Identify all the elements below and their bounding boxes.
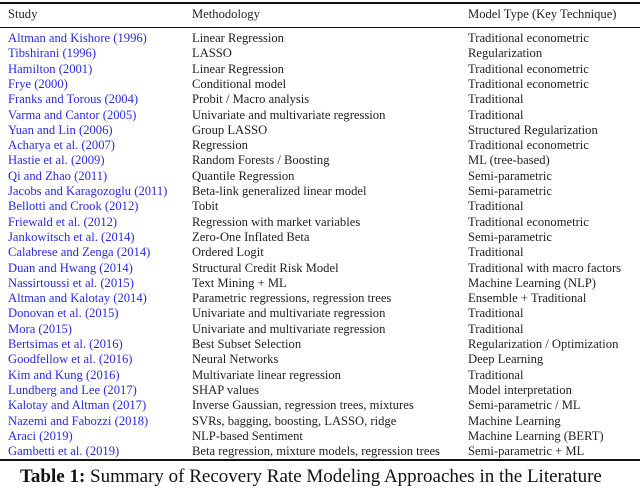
model-type-cell: Semi-parametric / ML (468, 398, 581, 413)
methodology-cell: Group LASSO (192, 122, 268, 137)
table-row (0, 352, 640, 367)
study-link[interactable]: Donovan et al. (2015) (8, 306, 119, 321)
model-type-cell: Traditional (468, 245, 524, 260)
table-row (0, 337, 640, 352)
table-row (0, 199, 640, 214)
study-link[interactable]: Frye (2000) (8, 76, 68, 91)
table-row (0, 322, 640, 337)
study-link[interactable]: Tibshirani (1996) (8, 46, 97, 61)
table-row (0, 62, 640, 77)
study-link[interactable]: Bertsimas et al. (2016) (8, 337, 123, 351)
study-link[interactable]: Qi and Zhao (2011) (8, 168, 108, 183)
methodology-cell: Linear Regression (192, 31, 284, 45)
model-type-cell: Structured Regularization (468, 122, 598, 137)
methodology-cell: Beta regression, mixture models, regression trees (192, 444, 440, 459)
methodology-cell: SVRs, bagging, boosting, LASSO, ridge (192, 413, 397, 428)
header-methodology: Methodology (192, 7, 260, 21)
study-link[interactable]: Bellotti and Crook (2012) (8, 199, 139, 214)
study-link[interactable]: Kalotay and Altman (2017) (8, 398, 147, 413)
table-row (0, 276, 640, 291)
methodology-cell: Regression with market variables (192, 214, 361, 229)
methodology-cell: Univariate and multivariate regression (192, 107, 386, 122)
model-type-cell: Traditional (468, 92, 524, 107)
methodology-cell: Regression (192, 138, 248, 153)
table-row (0, 184, 640, 199)
model-type-cell: Traditional econometric (468, 31, 589, 45)
model-type-cell: Semi-parametric + ML (468, 444, 585, 459)
table-row (0, 398, 640, 413)
methodology-cell: Quantile Regression (192, 168, 295, 183)
model-type-cell: Deep Learning (468, 352, 544, 367)
table-row (0, 368, 640, 383)
methodology-cell: Tobit (192, 199, 219, 214)
methodology-cell: Inverse Gaussian, regression trees, mixtures (192, 398, 414, 413)
study-link[interactable]: Altman and Kalotay (2014) (8, 291, 147, 306)
methodology-cell: Best Subset Selection (192, 337, 302, 351)
model-type-cell: Semi-parametric (468, 184, 552, 198)
study-link[interactable]: Yuan and Lin (2006) (8, 122, 113, 137)
table-row (0, 153, 640, 168)
methodology-cell: Conditional model (192, 76, 287, 91)
methodology-cell: NLP-based Sentiment (192, 428, 303, 443)
model-type-cell: Machine Learning (NLP) (468, 275, 596, 290)
model-type-cell: Semi-parametric (468, 168, 552, 183)
model-type-cell: Regularization (468, 46, 543, 61)
table-row (0, 383, 640, 398)
table-row (0, 306, 640, 321)
methodology-cell: LASSO (192, 46, 232, 61)
methodology-cell: Probit / Macro analysis (192, 92, 310, 107)
study-link[interactable]: Acharya et al. (2007) (8, 138, 115, 153)
header-rule (0, 27, 640, 28)
methodology-cell: Structural Credit Risk Model (192, 260, 339, 275)
model-type-cell: Traditional econometric (468, 138, 589, 153)
study-link[interactable]: Lundberg and Lee (2017) (8, 382, 137, 397)
table-row (0, 230, 640, 245)
model-type-cell: Traditional (468, 107, 524, 122)
bottom-rule (0, 459, 640, 461)
caption-text: Summary of Recovery Rate Modeling Approaches in the Literature (90, 466, 602, 487)
model-type-cell: Machine Learning (BERT) (468, 428, 604, 443)
caption-label: Table 1: (20, 466, 86, 487)
model-type-cell: ML (tree-based) (468, 153, 550, 168)
study-link[interactable]: Franks and Torous (2004) (8, 92, 139, 107)
study-link[interactable]: Gambetti et al. (2019) (8, 444, 120, 459)
model-type-cell: Semi-parametric (468, 229, 552, 244)
table-row (0, 92, 640, 107)
table-row (0, 77, 640, 92)
table-row (0, 444, 640, 459)
header-study: Study (8, 7, 38, 21)
model-type-cell: Traditional (468, 367, 524, 382)
table-row (0, 169, 640, 184)
table-row (0, 138, 640, 153)
model-type-cell: Ensemble + Traditional (468, 291, 587, 306)
methodology-cell: Parametric regressions, regression trees (192, 291, 392, 306)
table-row (0, 215, 640, 230)
study-link[interactable]: Altman and Kishore (1996) (8, 31, 147, 45)
methodology-cell: SHAP values (192, 382, 260, 397)
methodology-cell: Univariate and multivariate regression (192, 321, 386, 336)
table-caption (20, 466, 602, 488)
methodology-cell: Zero-One Inflated Beta (192, 229, 310, 244)
model-type-cell: Regularization / Optimization (468, 337, 619, 351)
model-type-cell: Traditional (468, 321, 524, 336)
model-type-cell: Machine Learning (468, 413, 561, 428)
study-link[interactable]: Nassirtoussi et al. (2015) (8, 275, 134, 290)
model-type-cell: Traditional econometric (468, 76, 589, 91)
table-row (0, 414, 640, 429)
model-type-cell: Traditional (468, 199, 524, 214)
methodology-cell: Linear Regression (192, 61, 284, 76)
methodology-cell: Beta-link generalized linear model (192, 184, 367, 198)
table-row (0, 31, 640, 46)
methodology-cell: Random Forests / Boosting (192, 153, 330, 168)
study-link[interactable]: Kim and Kung (2016) (8, 367, 120, 382)
table-row (0, 429, 640, 444)
table-row (0, 46, 640, 61)
study-link[interactable]: Varma and Cantor (2005) (8, 107, 137, 122)
methodology-cell: Text Mining + ML (192, 275, 287, 290)
study-link[interactable]: Goodfellow et al. (2016) (8, 352, 133, 367)
methodology-cell: Neural Networks (192, 352, 279, 367)
model-type-cell: Traditional econometric (468, 61, 589, 76)
methodology-cell: Univariate and multivariate regression (192, 306, 386, 321)
study-link[interactable]: Calabrese and Zenga (2014) (8, 245, 151, 260)
table-row (0, 123, 640, 138)
model-type-cell: Traditional econometric (468, 214, 589, 229)
study-link[interactable]: Hamilton (2001) (8, 61, 93, 76)
table-header (0, 7, 640, 22)
top-rule (0, 2, 640, 4)
methodology-cell: Ordered Logit (192, 245, 264, 260)
study-link[interactable]: Mora (2015) (8, 321, 73, 336)
study-link[interactable]: Araci (2019) (8, 428, 73, 443)
model-type-cell: Model interpretation (468, 382, 572, 397)
table-row (0, 291, 640, 306)
model-type-cell: Traditional (468, 306, 524, 321)
model-type-cell: Traditional with macro factors (468, 260, 622, 275)
study-link[interactable]: Hastie et al. (2009) (8, 153, 105, 168)
study-link[interactable]: Duan and Hwang (2014) (8, 260, 133, 275)
methodology-cell: Multivariate linear regression (192, 367, 341, 382)
table-row (0, 245, 640, 260)
study-link[interactable]: Jankowitsch et al. (2014) (8, 229, 135, 244)
header-model-type: Model Type (Key Technique) (468, 7, 617, 21)
study-link[interactable]: Nazemi and Fabozzi (2018) (8, 413, 149, 428)
study-link[interactable]: Friewald et al. (2012) (8, 214, 118, 229)
study-link[interactable]: Jacobs and Karagozoglu (2011) (8, 184, 168, 198)
table-row (0, 261, 640, 276)
table-row (0, 108, 640, 123)
